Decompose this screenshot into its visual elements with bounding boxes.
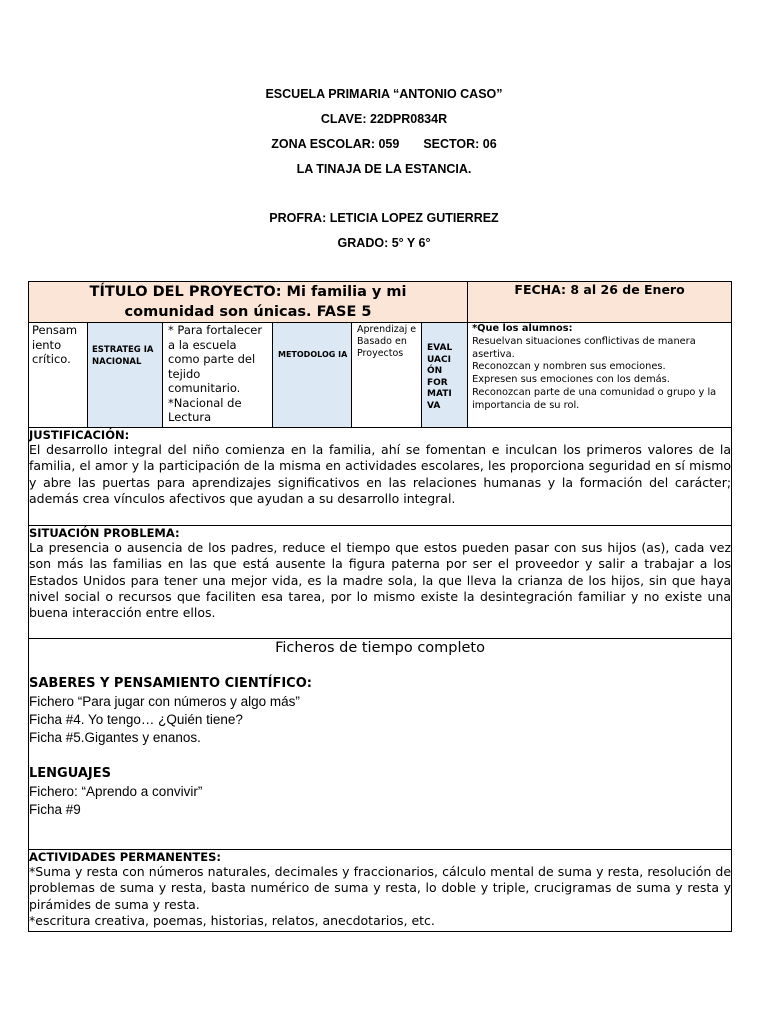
- lenguajes-line: Fichero: “Aprendo a convivir”: [29, 784, 203, 799]
- alumnos-item: Expresen sus emociones con los demás.: [472, 374, 670, 386]
- saberes-line: Ficha #4. Yo tengo… ¿Quién tiene?: [29, 712, 243, 727]
- situacion-section: [29, 526, 732, 639]
- justificacion-heading: JUSTIFICACIÓN:: [29, 428, 130, 442]
- evaluacion-label-cell: [422, 323, 468, 428]
- estrategia-label-cell: [88, 323, 163, 428]
- pensamiento-cell: [29, 323, 88, 428]
- fecha: FECHA: 8 al 26 de Enero: [514, 282, 685, 297]
- estrategia-text-1: * Para fortalecer a la escuela como parte del tejido comunitario.: [168, 323, 263, 395]
- school-name: ESCUELA PRIMARIA “ANTONIO CASO”: [265, 87, 503, 101]
- actividades-text-1: *Suma y resta con números naturales, decimales y fraccionarios, cálculo mental de suma y resta, resolución de problemas de suma y resta, basta numérico de suma y resta, lo doble y triple, crucigramas de suma y resta y pirámides de suma y resta.: [29, 864, 732, 912]
- metodologia-text: Aprendizaj e Basado en Proyectos: [357, 324, 417, 359]
- metodologia-label-cell: [273, 323, 352, 428]
- zona-escolar: ZONA ESCOLAR: 059: [271, 137, 400, 151]
- lenguajes-heading: LENGUAJES: [29, 766, 112, 781]
- estrategia-label: ESTRATEG IA NACIONAL: [92, 345, 154, 367]
- sector: SECTOR: 06: [423, 137, 497, 151]
- fecha-cell: [468, 282, 732, 323]
- ficheros-section: [29, 639, 732, 850]
- project-title-line2: comunidad son únicas. FASE 5: [124, 304, 372, 320]
- lenguajes-line: Ficha #9: [29, 802, 81, 817]
- project-table: [28, 281, 732, 932]
- alumnos-cell: [468, 323, 732, 428]
- school-clave: CLAVE: 22DPR0834R: [320, 112, 448, 126]
- metodologia-label: METODOLOG IA: [278, 350, 348, 359]
- project-title-cell: [29, 282, 468, 323]
- location: LA TINAJA DE LA ESTANCIA.: [296, 162, 472, 176]
- saberes-heading: SABERES Y PENSAMIENTO CIENTÍFICO:: [29, 676, 312, 691]
- situacion-text: La presencia o ausencia de los padres, reduce el tiempo que estos pueden pasar con sus hijos (as), cada vez son más las familias en las que está ausente la figura paterna por ser el proveedor y salir a trabajar a los Estados Unidos para tener una mejor vida, es la madre sola, la que lleva la crianza de los hijos, sin que haya nivel social o recursos que faciliten esa tarea, por lo mismo existe la desintegración familiar y no existe una buena interacción entre ellos.: [29, 540, 732, 621]
- actividades-heading: ACTIVIDADES PERMANENTES:: [29, 850, 221, 864]
- justificacion-section: [29, 428, 732, 526]
- actividades-text-2: *escritura creativa, poemas, historias, relatos, anecdotarios, etc.: [29, 912, 435, 928]
- justificacion-text: El desarrollo integral del niño comienza en la familia, ahí se fomentan e inculcan los primeros valores de la familia, el amor y la participación de la misma en actividades escolares, les proporciona seguridad en sí mismo y abre las puertas para aprendizajes significativos en las relaciones humanas y la formación del carácter; además crea vínculos afectivos que ayudan a su desarrollo integral.: [29, 442, 732, 506]
- project-title-line1: TÍTULO DEL PROYECTO: Mi familia y mi: [89, 284, 407, 300]
- alumnos-item: Reconozcan y nombren sus emociones.: [472, 361, 666, 373]
- grade: GRADO: 5° Y 6°: [337, 236, 431, 250]
- pensamiento-critico: Pensam iento crítico.: [32, 323, 78, 366]
- estrategia-text-cell: [163, 323, 273, 428]
- alumnos-head: *Que los alumnos:: [472, 323, 573, 334]
- zona-sector-row: [0, 137, 768, 151]
- teacher-name: PROFRA: LETICIA LOPEZ GUTIERREZ: [269, 211, 499, 225]
- alumnos-item: Reconozcan parte de una comunidad o grupo y la importancia de su rol.: [472, 386, 717, 411]
- situacion-heading: SITUACIÓN PROBLEMA:: [29, 526, 180, 540]
- alumnos-item: Resuelvan situaciones conflictivas de manera asertiva.: [472, 335, 696, 360]
- saberes-line: Ficha #5.Gigantes y enanos.: [29, 730, 201, 745]
- ficheros-heading: Ficheros de tiempo completo: [275, 640, 485, 656]
- actividades-section: [29, 850, 732, 932]
- saberes-line: Fichero “Para jugar con números y algo más”: [29, 694, 300, 709]
- estrategia-text-2: *Nacional de Lectura: [168, 395, 242, 424]
- metodologia-text-cell: [352, 323, 422, 428]
- evaluacion-label: EVAL UACI ÓN FOR MATI VA: [427, 343, 453, 411]
